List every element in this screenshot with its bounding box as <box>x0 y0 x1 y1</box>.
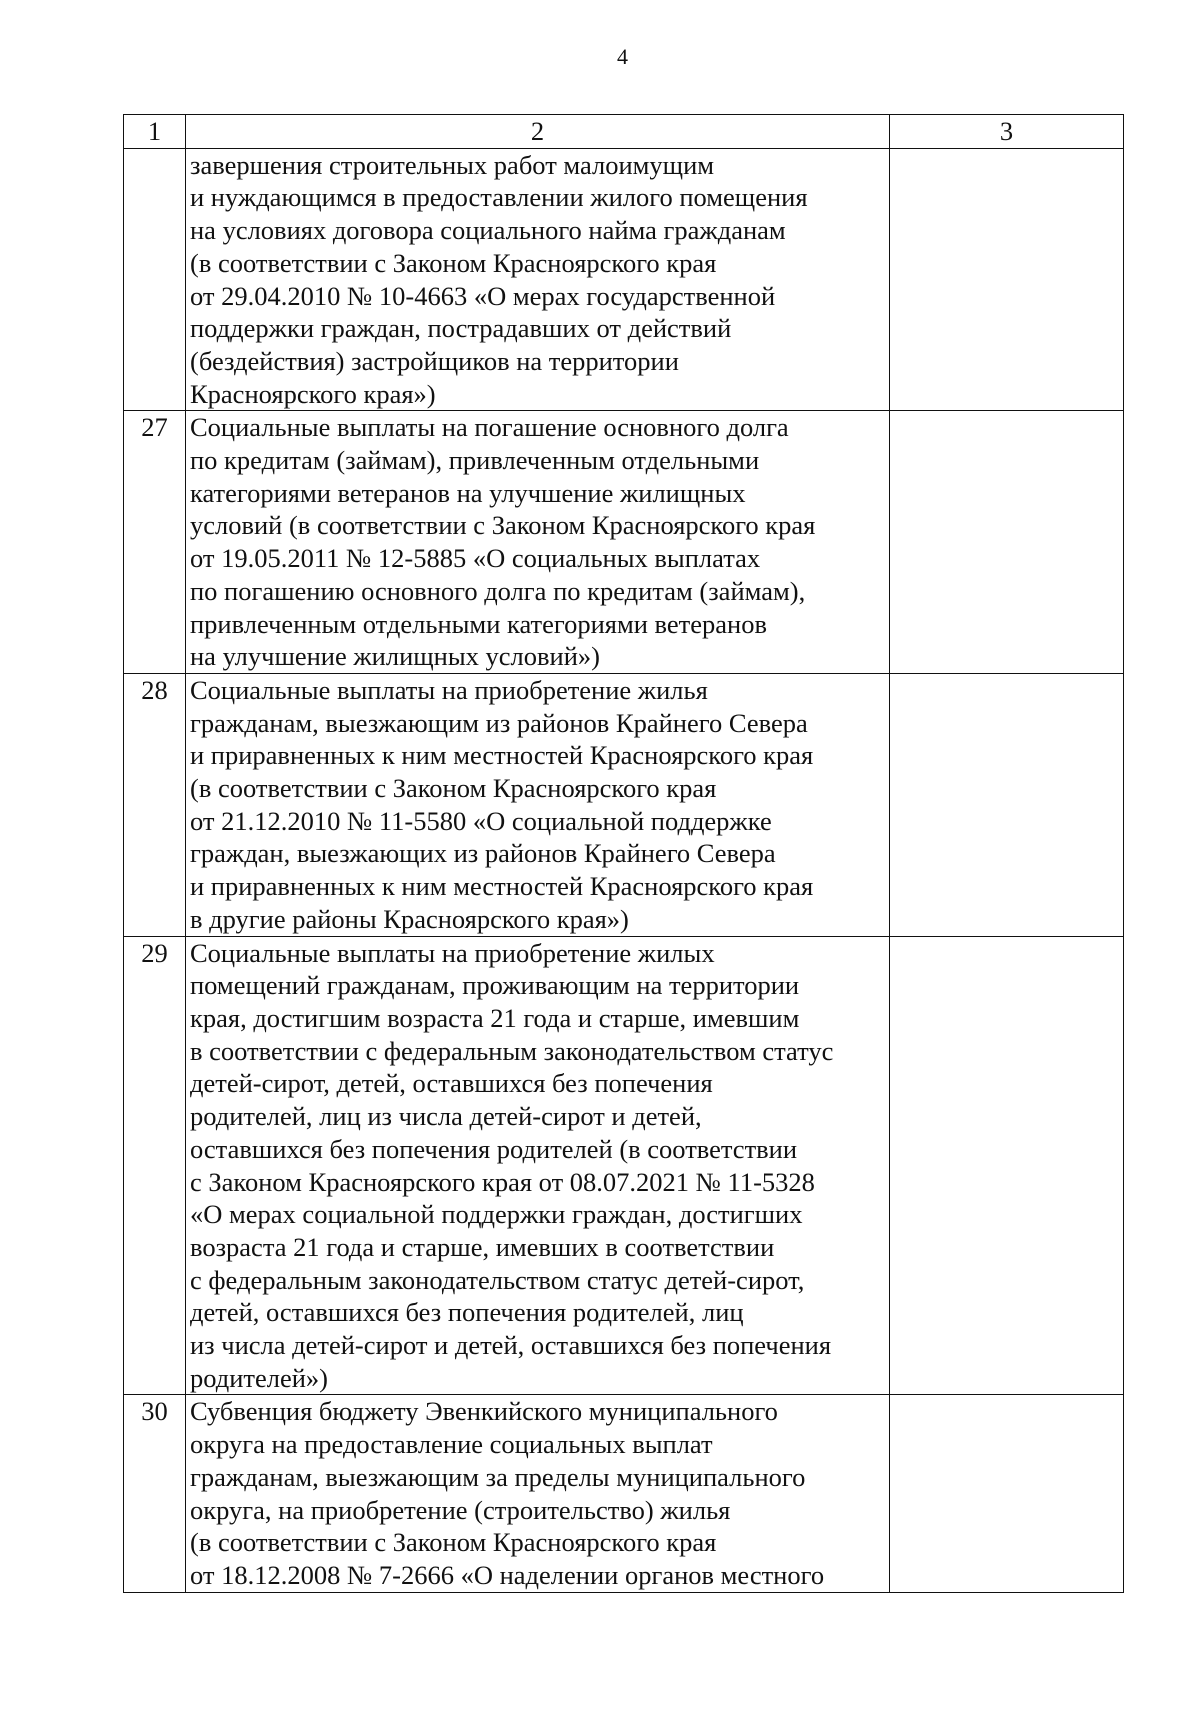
row-number <box>124 148 186 411</box>
text-line: привлеченным отдельными категориями ветеранов <box>190 608 767 639</box>
text-line: возраста 21 года и старше, имевших в соответствии <box>190 1231 775 1262</box>
text-line: гражданам, выезжающим из районов Крайнего Севера <box>190 707 808 738</box>
table-row <box>124 148 1124 411</box>
row-column-3 <box>890 673 1124 936</box>
row-description <box>186 673 890 936</box>
text-line: из числа детей-сирот и детей, оставшихся без попечения <box>190 1330 832 1361</box>
text-line: родителей») <box>190 1362 328 1393</box>
text-line: Социальные выплаты на приобретение жилья <box>190 674 708 705</box>
text-line: от 21.12.2010 № 11-5580 «О социальной поддержке <box>190 805 772 836</box>
row-column-3 <box>890 936 1124 1395</box>
text-line: детей-сирот, детей, оставшихся без попечения <box>190 1068 713 1099</box>
text-line: (в соответствии с Законом Красноярского края <box>190 247 717 278</box>
text-line: на улучшение жилищных условий») <box>190 641 600 672</box>
text-line: завершения строительных работ малоимущим <box>190 149 715 180</box>
text-line: Социальные выплаты на приобретение жилых <box>190 937 715 968</box>
row-description <box>186 411 890 674</box>
text-line: на условиях договора социального найма гражданам <box>190 215 786 246</box>
text-line: по погашению основного долга по кредитам (займам), <box>190 575 806 606</box>
row-description <box>186 1395 890 1592</box>
row-number: 29 <box>124 936 186 1395</box>
text-line: гражданам, выезжающим за пределы муниципального <box>190 1461 806 1492</box>
text-line: в соответствии с федеральным законодательством статус <box>190 1035 834 1066</box>
text-line: с Законом Красноярского края от 08.07.2021 № 11-5328 <box>190 1166 815 1197</box>
table-header-row <box>124 115 1124 149</box>
text-line: условий (в соответствии с Законом Красноярского края <box>190 510 816 541</box>
text-line: (в соответствии с Законом Красноярского края <box>190 1527 717 1558</box>
row-column-3 <box>890 1395 1124 1592</box>
row-column-3 <box>890 148 1124 411</box>
column-header: 2 <box>186 115 890 149</box>
row-number: 30 <box>124 1395 186 1592</box>
document-table <box>123 114 1124 1593</box>
row-description <box>186 936 890 1395</box>
text-line: и приравненных к ним местностей Красноярского края <box>190 871 814 902</box>
text-line: поддержки граждан, пострадавших от действий <box>190 313 732 344</box>
text-line: в другие районы Красноярского края») <box>190 903 629 934</box>
text-line: родителей, лиц из числа детей-сирот и детей, <box>190 1101 702 1132</box>
row-number: 27 <box>124 411 186 674</box>
page-number: 4 <box>617 44 628 69</box>
table-row <box>124 936 1124 1395</box>
table-row <box>124 1395 1124 1592</box>
text-line: (бездействия) застройщиков на территории <box>190 345 679 376</box>
text-line: (в соответствии с Законом Красноярского края <box>190 773 717 804</box>
text-line: «О мерах социальной поддержки граждан, достигших <box>190 1199 803 1230</box>
text-line: Социальные выплаты на погашение основного долга <box>190 412 789 443</box>
row-number: 28 <box>124 673 186 936</box>
text-line: Красноярского края») <box>190 378 436 409</box>
text-line: категориями ветеранов на улучшение жилищных <box>190 477 746 508</box>
column-header: 3 <box>890 115 1124 149</box>
text-line: от 29.04.2010 № 10-4663 «О мерах государственной <box>190 280 776 311</box>
text-line: Субвенция бюджету Эвенкийского муниципального <box>190 1396 778 1427</box>
row-description <box>186 148 890 411</box>
table-row <box>124 673 1124 936</box>
text-line: помещений гражданам, проживающим на территории <box>190 970 800 1001</box>
text-line: от 19.05.2011 № 12-5885 «О социальных выплатах <box>190 543 761 574</box>
text-line: по кредитам (займам), привлеченным отдельными <box>190 445 760 476</box>
text-line: округа, на приобретение (строительство) жилья <box>190 1494 731 1525</box>
row-column-3 <box>890 411 1124 674</box>
text-line: края, достигшим возраста 21 года и старше, имевшим <box>190 1002 800 1033</box>
text-line: и приравненных к ним местностей Красноярского края <box>190 740 814 771</box>
text-line: округа на предоставление социальных выплат <box>190 1429 713 1460</box>
text-line: с федеральным законодательством статус детей-сирот, <box>190 1264 805 1295</box>
text-line: граждан, выезжающих из районов Крайнего Севера <box>190 838 776 869</box>
text-line: оставшихся без попечения родителей (в соответствии <box>190 1133 798 1164</box>
text-line: от 18.12.2008 № 7-2666 «О наделении органов местного <box>190 1559 825 1590</box>
table-row <box>124 411 1124 674</box>
text-line: и нуждающимся в предоставлении жилого помещения <box>190 182 808 213</box>
text-line: детей, оставшихся без попечения родителей, лиц <box>190 1297 744 1328</box>
column-header: 1 <box>124 115 186 149</box>
